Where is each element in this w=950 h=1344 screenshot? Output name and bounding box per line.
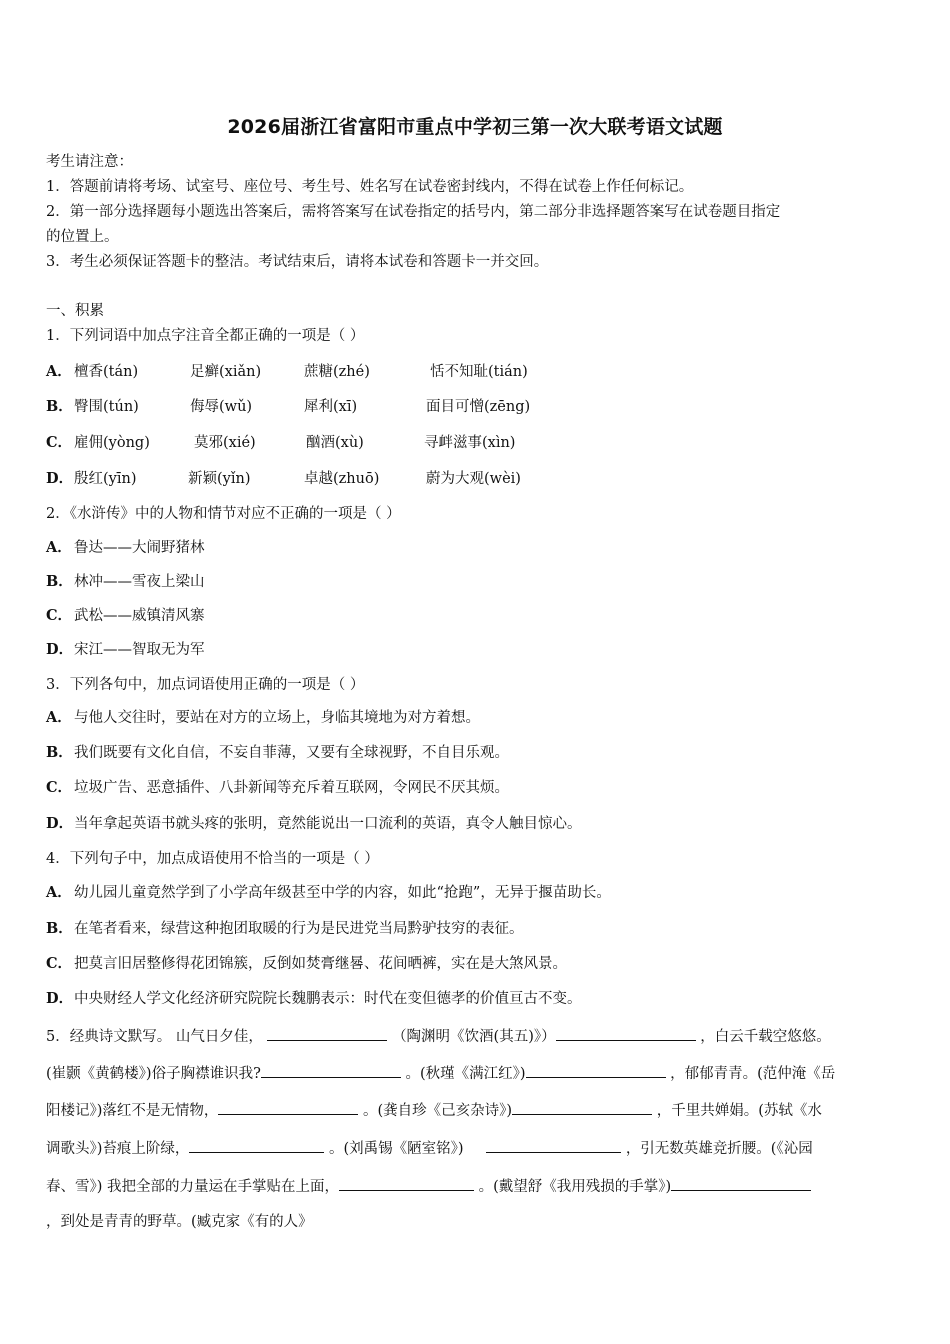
option-text: 与他人交往时，要站在对方的立场上，身临其境地为对方着想。 <box>74 710 480 726</box>
question-5-line <box>46 1062 916 1084</box>
option-word: 新颖(yǐn) <box>188 471 251 487</box>
question-1-stem: 1．下列词语中加点字注音全都正确的一项是（ ） <box>46 328 365 344</box>
q1-option-b <box>46 397 531 417</box>
option-text: 我们既要有文化自信，不妄自菲薄，又要有全球视野，不自目乐观。 <box>74 745 509 761</box>
notice-item: 3．考生必须保证答题卡的整洁。考试结束后，请将本试卷和答题卡一并交回。 <box>46 254 549 270</box>
question-2-stem: 2．《水浒传》中的人物和情节对应不正确的一项是（ ） <box>46 506 401 522</box>
option-label: B． <box>46 573 73 590</box>
q1-option-d <box>46 469 521 489</box>
option-word: 恬不知耻(tián) <box>430 364 528 380</box>
q2-option-c <box>46 606 205 626</box>
q3-option-d <box>46 814 582 834</box>
option-text: 垃圾广告、恶意插件、八卦新闻等充斥着互联网，令网民不厌其烦。 <box>74 780 509 796</box>
option-text: 林冲——雪夜上梁山 <box>74 574 205 590</box>
option-label: C． <box>46 607 73 624</box>
option-label: B． <box>46 744 73 761</box>
question-4-stem: 4．下列句子中，加点成语使用不恰当的一项是（ ） <box>46 851 379 867</box>
poem-text: 。(龚自珍《己亥杂诗》) <box>363 1103 513 1119</box>
answer-blank[interactable] <box>486 1137 621 1153</box>
notice-item: 2．第一部分选择题每小题选出答案后，需将答案写在试卷指定的括号内，第二部分非选择题答案写在试卷题目指定 <box>46 204 781 220</box>
option-text: 在笔者看来，绿营这种抱团取暖的行为是民进党当局黔驴技穷的表征。 <box>74 921 524 937</box>
section-heading: 一、积累 <box>46 303 104 319</box>
option-label: A． <box>46 363 72 380</box>
option-word: 足癣(xiǎn) <box>190 364 262 380</box>
q1-option-c <box>46 433 516 453</box>
notice-item: 1．答题前请将考场、试室号、座位号、考生号、姓名写在试卷密封线内，不得在试卷上作任何标记。 <box>46 179 694 195</box>
answer-blank[interactable] <box>218 1099 358 1115</box>
option-word: 寻衅滋事(xìn) <box>424 435 516 451</box>
question-5-line <box>46 1175 916 1197</box>
q2-option-b <box>46 572 205 592</box>
poem-text: 。(戴望舒《我用残损的手掌》) <box>478 1179 672 1195</box>
option-label: D． <box>46 990 74 1007</box>
answer-blank[interactable] <box>261 1062 401 1078</box>
q3-option-b <box>46 743 509 763</box>
poem-text: 调歌头》)苔痕上阶绿， <box>46 1141 190 1157</box>
option-text: 鲁达——大闹野猪林 <box>74 540 205 556</box>
option-word: 侮辱(wǔ) <box>190 399 253 415</box>
q4-option-c <box>46 954 567 974</box>
page-title: 2026届浙江省富阳市重点中学初三第一次大联考语文试题 <box>227 116 723 138</box>
option-text: 幼儿园儿童竟然学到了小学高年级甚至中学的内容，如此“抢跑”，无异于揠苗助长。 <box>74 885 611 901</box>
option-word: 蔚为大观(wèi) <box>426 471 521 487</box>
q2-option-a <box>46 538 205 558</box>
poem-text: 。(刘禹锡《陋室铭》) <box>329 1141 464 1157</box>
poem-text: ，引无数英雄竞折腰。(《沁园 <box>625 1141 813 1157</box>
q3-option-c <box>46 778 509 798</box>
question-5-line <box>46 1137 916 1159</box>
option-label: A． <box>46 539 72 556</box>
answer-blank[interactable] <box>556 1025 696 1041</box>
poem-text: (崔颢《黄鹤楼》)俗子胸襟谁识我? <box>46 1066 261 1082</box>
option-text: 当年拿起英语书就头疼的张明，竟然能说出一口流利的英语，真令人触目惊心。 <box>74 816 582 832</box>
option-text: 武松——威镇清风寨 <box>74 608 205 624</box>
option-label: A． <box>46 884 72 901</box>
poem-text: （陶渊明《饮酒(其五)》） <box>392 1029 556 1045</box>
notice-item: 的位置上。 <box>46 229 119 245</box>
option-label: C． <box>46 779 73 796</box>
q4-option-d <box>46 989 582 1009</box>
answer-blank[interactable] <box>512 1099 652 1115</box>
notice-heading: 考生请注意： <box>46 154 133 170</box>
option-label: B． <box>46 398 73 415</box>
option-label: D． <box>46 470 74 487</box>
poem-text: ，到处是青青的野草。(臧克家《有的人》 <box>46 1214 313 1230</box>
option-text: 把莫言旧居整修得花团锦簇，反倒如焚膏继晷、花间晒裤，实在是大煞风景。 <box>74 956 567 972</box>
option-word: 蔗糖(zhé) <box>304 364 370 380</box>
poem-text: ，白云千载空悠悠。 <box>700 1029 831 1045</box>
q1-option-a <box>46 362 528 382</box>
question-5-line <box>46 1025 916 1047</box>
option-label: D． <box>46 641 74 658</box>
answer-blank[interactable] <box>189 1137 324 1153</box>
poem-text: 阳楼记》)落红不是无情物， <box>46 1103 219 1119</box>
option-word: 雇佣(yòng) <box>74 435 150 451</box>
option-word: 卓越(zhuō) <box>304 471 380 487</box>
option-label: D． <box>46 815 74 832</box>
q2-option-d <box>46 640 205 660</box>
q3-option-a <box>46 708 480 728</box>
option-word: 酗酒(xù) <box>306 435 364 451</box>
option-text: 宋江——智取无为军 <box>74 642 205 658</box>
question-3-stem: 3．下列各句中，加点词语使用正确的一项是（ ） <box>46 677 365 693</box>
q4-option-a <box>46 883 611 903</box>
question-5-line <box>46 1212 916 1232</box>
option-word: 殷红(yīn) <box>74 471 137 487</box>
poem-text: ，郁郁青青。(范仲淹《岳 <box>670 1066 836 1082</box>
option-word: 檀香(tán) <box>74 364 139 380</box>
q4-option-b <box>46 919 524 939</box>
answer-blank[interactable] <box>671 1175 811 1191</box>
answer-blank[interactable] <box>267 1025 387 1041</box>
option-text: 中央财经人学文化经济研究院院长魏鹏表示：时代在变但德孝的价值亘古不变。 <box>74 991 582 1007</box>
option-word: 面目可憎(zēng) <box>426 399 531 415</box>
answer-blank[interactable] <box>339 1175 474 1191</box>
option-word: 犀利(xī) <box>304 399 358 415</box>
option-word: 莫邪(xié) <box>194 435 256 451</box>
option-label: B． <box>46 920 73 937</box>
option-label: A． <box>46 709 72 726</box>
option-label: C． <box>46 434 73 451</box>
answer-blank[interactable] <box>526 1062 666 1078</box>
poem-text: 。(秋瑾《满江红》) <box>405 1066 526 1082</box>
question-5-line <box>46 1099 916 1121</box>
poem-text: ，千里共婵娟。(苏轼《水 <box>656 1103 822 1119</box>
poem-text: 5．经典诗文默写。 山气日夕佳， <box>46 1029 263 1045</box>
poem-text: 春、雪》) 我把全部的力量运在手掌贴在上面， <box>46 1179 340 1195</box>
option-word: 臀围(tún) <box>74 399 139 415</box>
option-label: C． <box>46 955 73 972</box>
